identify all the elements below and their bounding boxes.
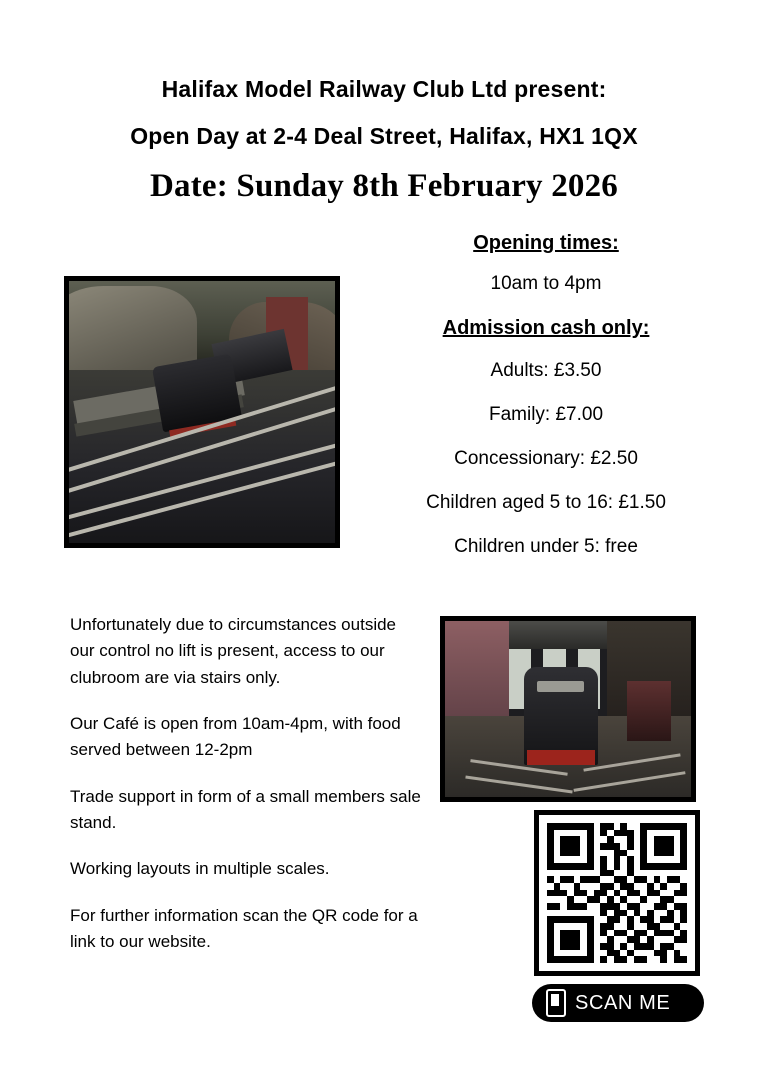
photo-side-locomotive	[627, 681, 671, 741]
price-adults: Adults: £3.50	[490, 360, 602, 381]
price-family: Family: £7.00	[488, 404, 604, 425]
poster-header	[0, 74, 768, 205]
model-railway-bridge-photo	[64, 276, 340, 548]
scan-me-badge[interactable]	[532, 984, 704, 1022]
note-trade-support: Trade support in form of a small members sale stand.	[70, 786, 421, 833]
qr-code[interactable]	[534, 810, 700, 976]
price-concessionary: Concessionary: £2.50	[454, 448, 638, 469]
scan-me-label: SCAN ME	[575, 991, 671, 1014]
event-date-line: Date: Sunday 8th February 2026	[149, 168, 619, 205]
mobile-phone-icon	[546, 989, 566, 1017]
club-present-line: Halifax Model Railway Club Ltd present:	[161, 76, 607, 102]
admission-heading: Admission cash only:	[442, 317, 650, 339]
venue-line: Open Day at 2-4 Deal Street, Halifax, HX1 1QX	[130, 123, 638, 150]
note-qr-info: For further information scan the QR code for a link to our website.	[70, 905, 418, 952]
admission-info	[340, 232, 752, 580]
model-locomotive-photo	[440, 616, 696, 802]
photo-wall-left	[445, 621, 509, 730]
qr-matrix	[547, 823, 687, 963]
note-access: Unfortunately due to circumstances outside our control no lift is present, access to our clubroom are via stairs only.	[70, 615, 397, 687]
price-children-under-5: Children under 5: free	[454, 536, 638, 557]
note-layouts: Working layouts in multiple scales.	[70, 859, 330, 879]
photo-front-locomotive	[524, 667, 598, 766]
note-cafe: Our Café is open from 10am-4pm, with food served between 12-2pm	[70, 714, 401, 760]
poster-notes	[70, 612, 422, 975]
price-children-5-16: Children aged 5 to 16: £1.50	[426, 492, 666, 513]
opening-times-heading: Opening times:	[473, 232, 619, 254]
opening-times-value: 10am to 4pm	[490, 273, 602, 294]
